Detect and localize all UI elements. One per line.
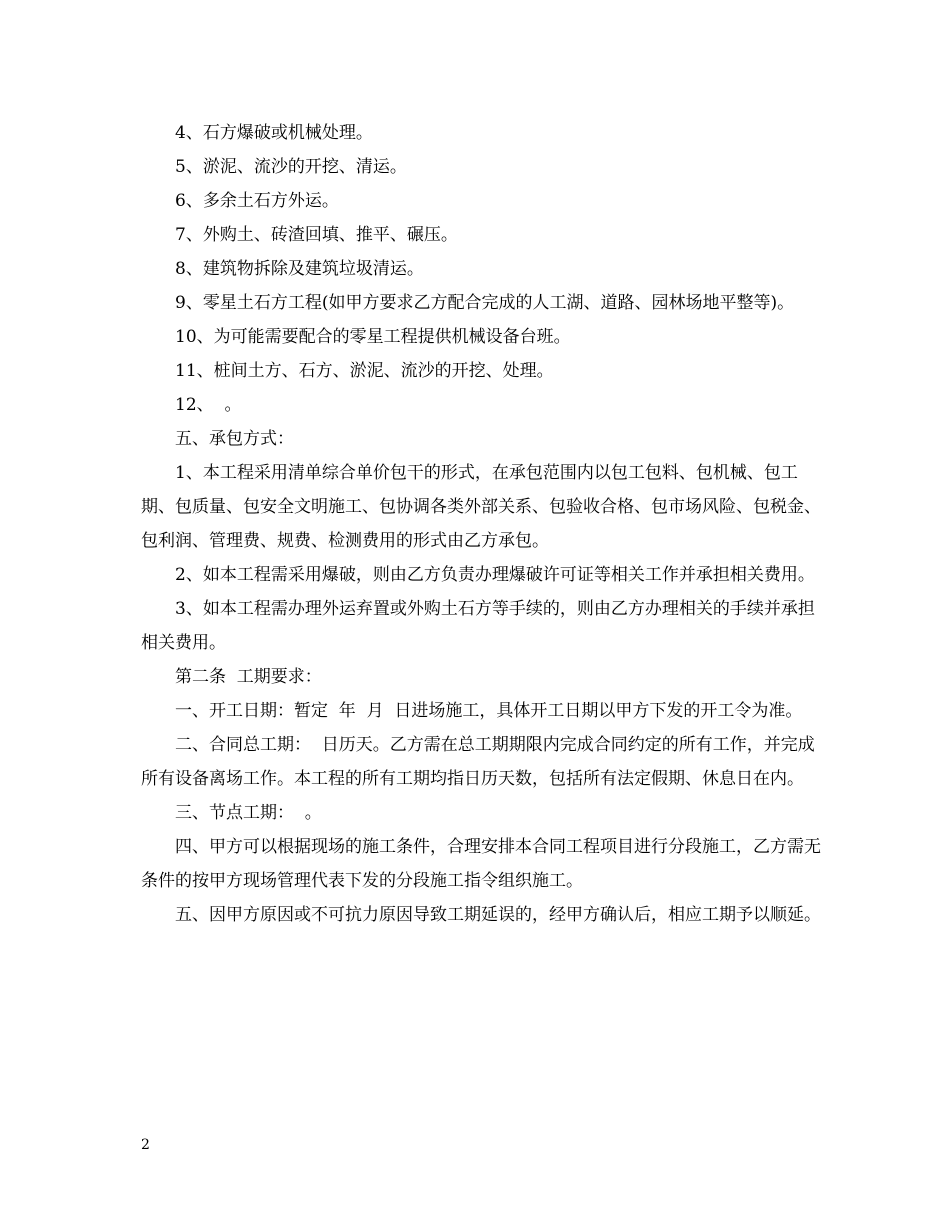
article-heading-schedule: 第二条 工期要求： — [175, 667, 322, 687]
contract-method-item-2: 2、如本工程需采用爆破，则由乙方负责办理爆破许可证等相关工作并承担相关费用。 — [175, 565, 815, 585]
list-item-9: 9、零星土石方工程(如甲方要求乙方配合完成的人工湖、道路、园林场地平整等)。 — [175, 293, 795, 313]
section-heading-contract-method: 五、承包方式： — [175, 429, 294, 449]
list-item-6: 6、多余土石方外运。 — [175, 191, 339, 211]
list-item-12: 12、 。 — [175, 395, 242, 415]
list-item-11: 11、桩间土方、石方、淤泥、流沙的开挖、处理。 — [175, 361, 554, 381]
list-item-7: 7、外购土、砖渣回填、推平、碾压。 — [175, 225, 458, 245]
schedule-item-total-duration: 二、合同总工期： 日历天。乙方需在总工期期限内完成合同约定的所有工作，并完成所有设备离场工作。本工程的所有工期均指日历天数，包括所有法定假期、休息日在内。 — [141, 735, 815, 789]
page-number: 2 — [141, 1137, 150, 1153]
document-body — [141, 116, 821, 932]
list-item-10: 10、为可能需要配合的零星工程提供机械设备台班。 — [175, 327, 571, 347]
schedule-item-extension: 五、因甲方原因或不可抗力原因导致工期延误的，经甲方确认后，相应工期予以顺延。 — [175, 905, 821, 925]
schedule-item-phased-construction: 四、甲方可以根据现场的施工条件，合理安排本合同工程项目进行分段施工，乙方需无条件的按甲方现场管理代表下发的分段施工指令组织施工。 — [141, 837, 821, 891]
schedule-item-milestones: 三、节点工期： 。 — [175, 803, 322, 823]
schedule-item-start-date: 一、开工日期：暂定 年 月 日进场施工，具体开工日期以甲方下发的开工令为准。 — [175, 701, 803, 721]
contract-method-item-1: 1、本工程采用清单综合单价包干的形式，在承包范围内以包工包料、包机械、包工期、包质量、包安全文明施工、包协调各类外部关系、包验收合格、包市场风险、包税金、包利润、管理费、规费、检测费用的形式由乙方承包。 — [141, 463, 821, 551]
list-item-4: 4、石方爆破或机械处理。 — [175, 123, 373, 143]
list-item-8: 8、建筑物拆除及建筑垃圾清运。 — [175, 259, 424, 279]
contract-method-item-3: 3、如本工程需办理外运弃置或外购土石方等手续的，则由乙方办理相关的手续并承担相关费用。 — [141, 599, 815, 653]
list-item-5: 5、淤泥、流沙的开挖、清运。 — [175, 157, 407, 177]
